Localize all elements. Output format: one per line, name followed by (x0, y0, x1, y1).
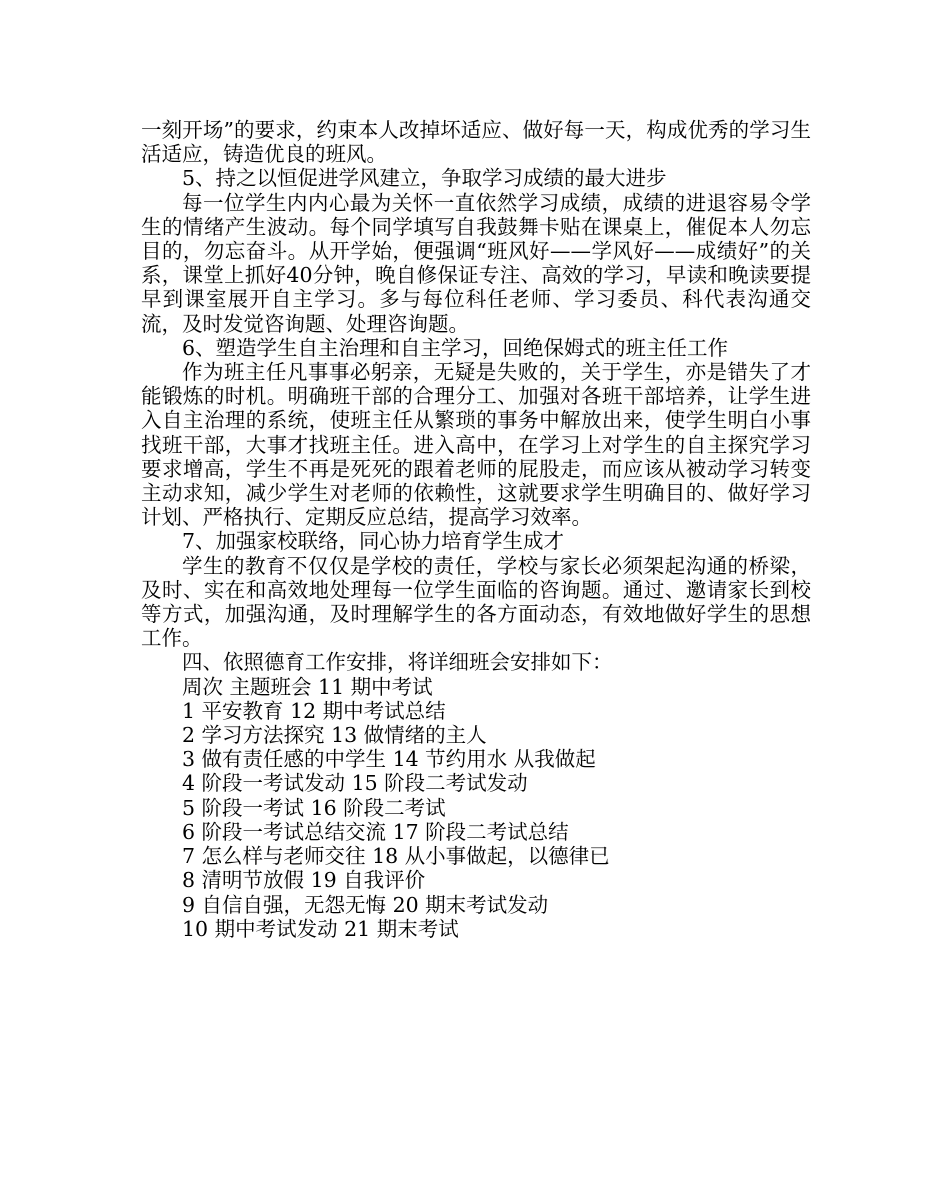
heading-item-5: 5、持之以恒促进学风建立，争取学习成绩的最大进步 (182, 166, 667, 191)
heading-section-4: 四、依照德育工作安排，将详细班会安排如下： (182, 650, 613, 675)
schedule-line: 3 做有责任感的中学生 14 节约用水 从我做起 (182, 747, 596, 772)
heading-item-6: 6、塑造学生自主治理和自主学习，回绝保姆式的班主任工作 (182, 335, 729, 360)
document-body (141, 118, 811, 941)
class-meeting-schedule (141, 675, 811, 941)
schedule-line: 2 学习方法探究 13 做情绪的主人 (182, 723, 487, 748)
schedule-line: 4 阶段一考试发动 15 阶段二考试发动 (182, 771, 528, 796)
schedule-line: 9 自信自强，无怨无悔 20 期末考试发动 (182, 892, 549, 917)
paragraph-home-school: 学生的教育不仅仅是学校的责任，学校与家长必须架起沟通的桥梁，及时、实在和高效地处理每一位学生面临的咨询题。通过、邀请家长到校等方式，加强沟通，及时理解学生的各方面动态，有效地做好学生的思想工作。 (141, 553, 811, 651)
schedule-line: 5 阶段一考试 16 阶段二考试 (182, 795, 446, 820)
paragraph-continued: 一刻开场”的要求，约束本人改掉坏适应、做好每一天，构成优秀的学习生活适应，铸造优良的班风。 (141, 118, 811, 167)
schedule-line: 8 清明节放假 19 自我评价 (182, 868, 426, 893)
schedule-line: 7 怎么样与老师交往 18 从小事做起，以德律已 (182, 844, 610, 869)
paragraph-self-management: 作为班主任凡事事必躬亲，无疑是失败的，关于学生，亦是错失了才能锻炼的时机。明确班干部的合理分工、加强对各班干部培养，让学生进入自主治理的系统，使班主任从繁琐的事务中解放出来，使学生明白小事找班干部，大事才找班主任。进入高中，在学习上对学生的自主探究学习要求增高，学生不再是死死的跟着老师的屁股走，而应该从被动学习转变主动求知，减少学生对老师的依赖性，这就要求学生明确目的、做好学习计划、严格执行、定期反应总结，提高学习效率。 (141, 360, 811, 530)
schedule-line: 10 期中考试发动 21 期末考试 (182, 916, 459, 941)
schedule-line: 周次 主题班会 11 期中考试 (182, 674, 433, 699)
schedule-line: 6 阶段一考试总结交流 17 阶段二考试总结 (182, 819, 569, 844)
paragraph-study-style: 每一位学生内内心最为关怀一直依然学习成绩，成绩的进退容易令学生的情绪产生波动。每个同学填写自我鼓舞卡贴在课桌上，催促本人勿忘目的，勿忘奋斗。从开学始，便强调“班风好——学风好——成绩好”的关系，课堂上抓好40分钟，晚自修保证专注、高效的学习，早读和晚读要提早到课室展开自主学习。多与每位科任老师、学习委员、科代表沟通交流，及时发觉咨询题、处理咨询题。 (141, 190, 811, 336)
schedule-line: 1 平安教育 12 期中考试总结 (182, 698, 446, 723)
heading-item-7: 7、加强家校联络，同心协力培育学生成才 (182, 529, 565, 554)
